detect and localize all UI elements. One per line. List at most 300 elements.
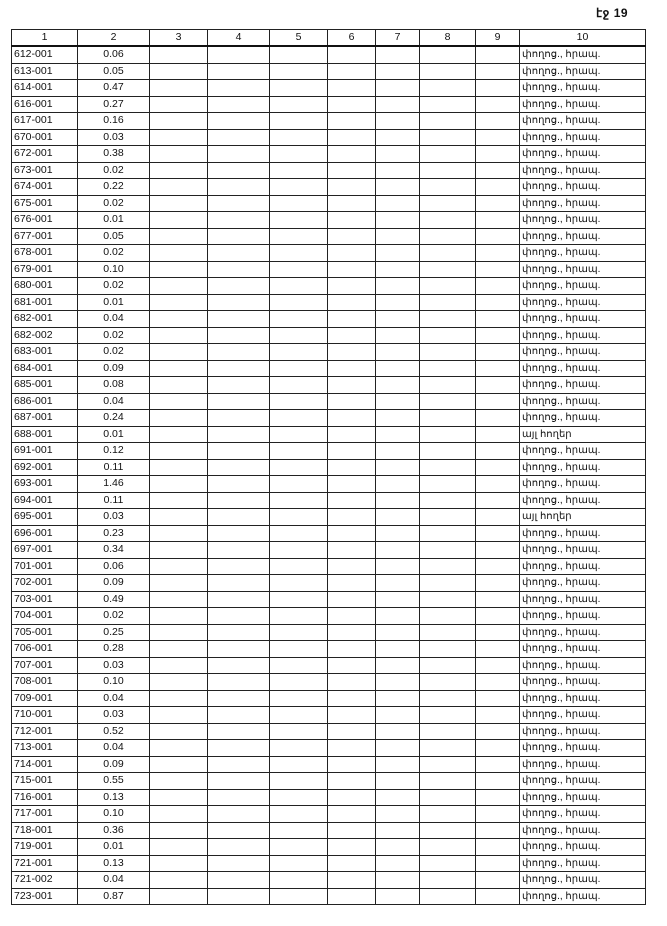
- table-row: [12, 410, 646, 427]
- land-use-cell: փողոց., հրապ.: [520, 525, 646, 542]
- empty-cell-col-5: [270, 393, 328, 410]
- table-row: [12, 278, 646, 295]
- empty-cell-col-9: [476, 476, 520, 493]
- empty-cell-col-5: [270, 740, 328, 757]
- parcel-code-cell: 683-001: [12, 344, 78, 361]
- column-header-9: 9: [476, 30, 520, 47]
- land-use-cell: փողոց., հրապ.: [520, 591, 646, 608]
- parcel-code-cell: 719-001: [12, 839, 78, 856]
- empty-cell-col-3: [150, 888, 208, 905]
- empty-cell-col-9: [476, 344, 520, 361]
- table-row: [12, 789, 646, 806]
- area-cell: 0.08: [78, 377, 150, 394]
- empty-cell-col-9: [476, 245, 520, 262]
- empty-cell-col-6: [328, 410, 376, 427]
- table-header: [12, 30, 646, 47]
- empty-cell-col-5: [270, 872, 328, 889]
- empty-cell-col-4: [208, 228, 270, 245]
- empty-cell-col-6: [328, 113, 376, 130]
- land-use-cell: փողոց., հրապ.: [520, 80, 646, 97]
- area-cell: 0.49: [78, 591, 150, 608]
- empty-cell-col-6: [328, 690, 376, 707]
- area-cell: 0.10: [78, 261, 150, 278]
- empty-cell-col-6: [328, 393, 376, 410]
- empty-cell-col-5: [270, 707, 328, 724]
- empty-cell-col-9: [476, 872, 520, 889]
- table-row: [12, 707, 646, 724]
- empty-cell-col-7: [376, 740, 420, 757]
- empty-cell-col-5: [270, 476, 328, 493]
- parcel-code-cell: 701-001: [12, 558, 78, 575]
- empty-cell-col-7: [376, 525, 420, 542]
- empty-cell-col-6: [328, 641, 376, 658]
- empty-cell-col-7: [376, 327, 420, 344]
- empty-cell-col-5: [270, 311, 328, 328]
- empty-cell-col-4: [208, 591, 270, 608]
- empty-cell-col-7: [376, 46, 420, 63]
- land-use-cell: փողոց., հրապ.: [520, 641, 646, 658]
- empty-cell-col-7: [376, 63, 420, 80]
- empty-cell-col-3: [150, 839, 208, 856]
- empty-cell-col-7: [376, 261, 420, 278]
- land-use-cell: փողոց., հրապ.: [520, 212, 646, 229]
- empty-cell-col-4: [208, 740, 270, 757]
- empty-cell-col-9: [476, 179, 520, 196]
- land-use-cell: փողոց., հրապ.: [520, 657, 646, 674]
- empty-cell-col-5: [270, 261, 328, 278]
- parcel-code-cell: 675-001: [12, 195, 78, 212]
- empty-cell-col-9: [476, 96, 520, 113]
- table-row: [12, 822, 646, 839]
- parcel-code-cell: 681-001: [12, 294, 78, 311]
- area-cell: 0.09: [78, 360, 150, 377]
- parcel-code-cell: 682-002: [12, 327, 78, 344]
- empty-cell-col-7: [376, 228, 420, 245]
- empty-cell-col-4: [208, 245, 270, 262]
- column-header-2: 2: [78, 30, 150, 47]
- empty-cell-col-4: [208, 509, 270, 526]
- parcel-code-cell: 696-001: [12, 525, 78, 542]
- empty-cell-col-4: [208, 707, 270, 724]
- empty-cell-col-6: [328, 839, 376, 856]
- empty-cell-col-5: [270, 195, 328, 212]
- empty-cell-col-9: [476, 294, 520, 311]
- empty-cell-col-9: [476, 855, 520, 872]
- empty-cell-col-7: [376, 624, 420, 641]
- empty-cell-col-8: [420, 146, 476, 163]
- land-use-cell: փողոց., հրապ.: [520, 806, 646, 823]
- empty-cell-col-5: [270, 690, 328, 707]
- parcel-code-cell: 721-002: [12, 872, 78, 889]
- empty-cell-col-6: [328, 558, 376, 575]
- table-row: [12, 162, 646, 179]
- empty-cell-col-7: [376, 872, 420, 889]
- area-cell: 0.10: [78, 674, 150, 691]
- empty-cell-col-3: [150, 707, 208, 724]
- empty-cell-col-7: [376, 393, 420, 410]
- land-use-cell: փողոց., հրապ.: [520, 327, 646, 344]
- table-row: [12, 393, 646, 410]
- empty-cell-col-6: [328, 212, 376, 229]
- table-row: [12, 294, 646, 311]
- area-cell: 0.02: [78, 162, 150, 179]
- empty-cell-col-8: [420, 888, 476, 905]
- land-use-cell: փողոց., հրապ.: [520, 674, 646, 691]
- area-cell: 0.27: [78, 96, 150, 113]
- empty-cell-col-3: [150, 327, 208, 344]
- empty-cell-col-8: [420, 872, 476, 889]
- table-row: [12, 80, 646, 97]
- parcel-code-cell: 692-001: [12, 459, 78, 476]
- empty-cell-col-9: [476, 377, 520, 394]
- land-use-cell: փողոց., հրապ.: [520, 839, 646, 856]
- land-use-cell: փողոց., հրապ.: [520, 393, 646, 410]
- land-register-table: [11, 29, 646, 905]
- empty-cell-col-7: [376, 690, 420, 707]
- table-row: [12, 740, 646, 757]
- table-row: [12, 113, 646, 130]
- parcel-code-cell: 678-001: [12, 245, 78, 262]
- area-cell: 0.06: [78, 46, 150, 63]
- empty-cell-col-5: [270, 575, 328, 592]
- parcel-code-cell: 688-001: [12, 426, 78, 443]
- table-row: [12, 377, 646, 394]
- land-use-cell: փողոց., հրապ.: [520, 707, 646, 724]
- empty-cell-col-3: [150, 426, 208, 443]
- empty-cell-col-7: [376, 575, 420, 592]
- empty-cell-col-9: [476, 789, 520, 806]
- empty-cell-col-9: [476, 459, 520, 476]
- empty-cell-col-4: [208, 756, 270, 773]
- table-row: [12, 839, 646, 856]
- empty-cell-col-8: [420, 608, 476, 625]
- area-cell: 0.01: [78, 212, 150, 229]
- empty-cell-col-3: [150, 96, 208, 113]
- empty-cell-col-5: [270, 228, 328, 245]
- parcel-code-cell: 702-001: [12, 575, 78, 592]
- empty-cell-col-4: [208, 806, 270, 823]
- empty-cell-col-6: [328, 773, 376, 790]
- empty-cell-col-8: [420, 245, 476, 262]
- empty-cell-col-9: [476, 575, 520, 592]
- empty-cell-col-9: [476, 46, 520, 63]
- land-use-cell: այլ հողեր: [520, 509, 646, 526]
- area-cell: 0.02: [78, 278, 150, 295]
- land-use-cell: փողոց., հրապ.: [520, 872, 646, 889]
- empty-cell-col-7: [376, 96, 420, 113]
- empty-cell-col-5: [270, 113, 328, 130]
- empty-cell-col-6: [328, 459, 376, 476]
- table-row: [12, 459, 646, 476]
- empty-cell-col-9: [476, 707, 520, 724]
- parcel-code-cell: 694-001: [12, 492, 78, 509]
- empty-cell-col-8: [420, 311, 476, 328]
- empty-cell-col-3: [150, 245, 208, 262]
- empty-cell-col-9: [476, 822, 520, 839]
- parcel-code-cell: 685-001: [12, 377, 78, 394]
- empty-cell-col-6: [328, 723, 376, 740]
- empty-cell-col-7: [376, 476, 420, 493]
- land-use-cell: փողոց., հրապ.: [520, 162, 646, 179]
- empty-cell-col-5: [270, 344, 328, 361]
- area-cell: 0.87: [78, 888, 150, 905]
- table-row: [12, 360, 646, 377]
- empty-cell-col-8: [420, 525, 476, 542]
- empty-cell-col-9: [476, 773, 520, 790]
- area-cell: 0.22: [78, 179, 150, 196]
- empty-cell-col-5: [270, 542, 328, 559]
- column-header-4: 4: [208, 30, 270, 47]
- parcel-code-cell: 707-001: [12, 657, 78, 674]
- land-use-cell: փողոց., հրապ.: [520, 624, 646, 641]
- parcel-code-cell: 612-001: [12, 46, 78, 63]
- empty-cell-col-6: [328, 509, 376, 526]
- empty-cell-col-8: [420, 261, 476, 278]
- empty-cell-col-4: [208, 344, 270, 361]
- empty-cell-col-3: [150, 542, 208, 559]
- empty-cell-col-6: [328, 261, 376, 278]
- empty-cell-col-4: [208, 443, 270, 460]
- table-row: [12, 46, 646, 63]
- parcel-code-cell: 684-001: [12, 360, 78, 377]
- empty-cell-col-9: [476, 608, 520, 625]
- empty-cell-col-9: [476, 327, 520, 344]
- empty-cell-col-6: [328, 377, 376, 394]
- area-cell: 0.04: [78, 872, 150, 889]
- empty-cell-col-5: [270, 773, 328, 790]
- area-cell: 0.04: [78, 311, 150, 328]
- empty-cell-col-6: [328, 179, 376, 196]
- empty-cell-col-5: [270, 624, 328, 641]
- table-row: [12, 443, 646, 460]
- table-row: [12, 195, 646, 212]
- parcel-code-cell: 697-001: [12, 542, 78, 559]
- area-cell: 0.38: [78, 146, 150, 163]
- empty-cell-col-8: [420, 740, 476, 757]
- land-use-cell: փողոց., հրապ.: [520, 888, 646, 905]
- table-row: [12, 855, 646, 872]
- table-row: [12, 657, 646, 674]
- land-use-cell: փողոց., հրապ.: [520, 756, 646, 773]
- empty-cell-col-6: [328, 46, 376, 63]
- empty-cell-col-8: [420, 690, 476, 707]
- empty-cell-col-6: [328, 426, 376, 443]
- empty-cell-col-4: [208, 657, 270, 674]
- empty-cell-col-7: [376, 80, 420, 97]
- table-row: [12, 641, 646, 658]
- empty-cell-col-5: [270, 162, 328, 179]
- empty-cell-col-8: [420, 624, 476, 641]
- empty-cell-col-9: [476, 657, 520, 674]
- empty-cell-col-3: [150, 129, 208, 146]
- empty-cell-col-5: [270, 641, 328, 658]
- parcel-code-cell: 672-001: [12, 146, 78, 163]
- area-cell: 0.11: [78, 492, 150, 509]
- empty-cell-col-7: [376, 344, 420, 361]
- empty-cell-col-4: [208, 773, 270, 790]
- parcel-code-cell: 714-001: [12, 756, 78, 773]
- table-row: [12, 509, 646, 526]
- empty-cell-col-6: [328, 542, 376, 559]
- empty-cell-col-3: [150, 146, 208, 163]
- empty-cell-col-9: [476, 723, 520, 740]
- land-use-cell: փողոց., հրապ.: [520, 261, 646, 278]
- land-use-cell: փողոց., հրապ.: [520, 377, 646, 394]
- empty-cell-col-3: [150, 344, 208, 361]
- empty-cell-col-6: [328, 311, 376, 328]
- parcel-code-cell: 679-001: [12, 261, 78, 278]
- parcel-code-cell: 715-001: [12, 773, 78, 790]
- land-use-cell: փողոց., հրապ.: [520, 789, 646, 806]
- table-row: [12, 492, 646, 509]
- empty-cell-col-9: [476, 311, 520, 328]
- empty-cell-col-6: [328, 525, 376, 542]
- land-use-cell: փողոց., հրապ.: [520, 855, 646, 872]
- area-cell: 0.47: [78, 80, 150, 97]
- empty-cell-col-8: [420, 96, 476, 113]
- parcel-code-cell: 717-001: [12, 806, 78, 823]
- parcel-code-cell: 687-001: [12, 410, 78, 427]
- empty-cell-col-3: [150, 476, 208, 493]
- empty-cell-col-4: [208, 839, 270, 856]
- page-number: էջ 19: [596, 6, 629, 20]
- empty-cell-col-3: [150, 195, 208, 212]
- empty-cell-col-6: [328, 327, 376, 344]
- empty-cell-col-4: [208, 129, 270, 146]
- empty-cell-col-7: [376, 839, 420, 856]
- empty-cell-col-4: [208, 294, 270, 311]
- land-use-cell: փողոց., հրապ.: [520, 96, 646, 113]
- empty-cell-col-8: [420, 129, 476, 146]
- empty-cell-col-5: [270, 245, 328, 262]
- table-row: [12, 228, 646, 245]
- table-row: [12, 773, 646, 790]
- parcel-code-cell: 721-001: [12, 855, 78, 872]
- empty-cell-col-9: [476, 162, 520, 179]
- area-cell: 0.04: [78, 740, 150, 757]
- empty-cell-col-5: [270, 492, 328, 509]
- land-use-cell: փողոց., հրապ.: [520, 129, 646, 146]
- empty-cell-col-5: [270, 822, 328, 839]
- empty-cell-col-5: [270, 756, 328, 773]
- empty-cell-col-6: [328, 146, 376, 163]
- land-use-cell: փողոց., հրապ.: [520, 773, 646, 790]
- area-cell: 0.05: [78, 63, 150, 80]
- empty-cell-col-4: [208, 459, 270, 476]
- area-cell: 0.25: [78, 624, 150, 641]
- table-row: [12, 63, 646, 80]
- empty-cell-col-4: [208, 888, 270, 905]
- empty-cell-col-9: [476, 674, 520, 691]
- area-cell: 0.13: [78, 855, 150, 872]
- empty-cell-col-7: [376, 888, 420, 905]
- empty-cell-col-5: [270, 146, 328, 163]
- empty-cell-col-3: [150, 723, 208, 740]
- empty-cell-col-6: [328, 294, 376, 311]
- empty-cell-col-5: [270, 888, 328, 905]
- area-cell: 0.01: [78, 839, 150, 856]
- empty-cell-col-9: [476, 888, 520, 905]
- empty-cell-col-7: [376, 723, 420, 740]
- empty-cell-col-8: [420, 492, 476, 509]
- land-use-cell: փողոց., հրապ.: [520, 344, 646, 361]
- empty-cell-col-8: [420, 344, 476, 361]
- empty-cell-col-4: [208, 360, 270, 377]
- land-use-cell: փողոց., հրապ.: [520, 179, 646, 196]
- land-use-cell: փողոց., հրապ.: [520, 146, 646, 163]
- table-row: [12, 426, 646, 443]
- empty-cell-col-9: [476, 129, 520, 146]
- land-use-cell: փողոց., հրապ.: [520, 459, 646, 476]
- empty-cell-col-7: [376, 377, 420, 394]
- area-cell: 0.28: [78, 641, 150, 658]
- empty-cell-col-7: [376, 360, 420, 377]
- empty-cell-col-4: [208, 179, 270, 196]
- empty-cell-col-9: [476, 360, 520, 377]
- empty-cell-col-3: [150, 459, 208, 476]
- empty-cell-col-5: [270, 327, 328, 344]
- land-use-cell: փողոց., հրապ.: [520, 558, 646, 575]
- empty-cell-col-8: [420, 459, 476, 476]
- column-header-1: 1: [12, 30, 78, 47]
- empty-cell-col-9: [476, 261, 520, 278]
- empty-cell-col-5: [270, 558, 328, 575]
- area-cell: 0.09: [78, 756, 150, 773]
- empty-cell-col-8: [420, 228, 476, 245]
- parcel-code-cell: 718-001: [12, 822, 78, 839]
- empty-cell-col-5: [270, 806, 328, 823]
- empty-cell-col-3: [150, 360, 208, 377]
- empty-cell-col-4: [208, 278, 270, 295]
- empty-cell-col-4: [208, 146, 270, 163]
- empty-cell-col-3: [150, 773, 208, 790]
- empty-cell-col-8: [420, 822, 476, 839]
- land-use-cell: փողոց., հրապ.: [520, 443, 646, 460]
- empty-cell-col-3: [150, 294, 208, 311]
- land-use-cell: փողոց., հրապ.: [520, 542, 646, 559]
- table-row: [12, 542, 646, 559]
- area-cell: 0.05: [78, 228, 150, 245]
- empty-cell-col-6: [328, 492, 376, 509]
- empty-cell-col-9: [476, 492, 520, 509]
- area-cell: 0.10: [78, 806, 150, 823]
- empty-cell-col-7: [376, 608, 420, 625]
- empty-cell-col-8: [420, 509, 476, 526]
- table-row: [12, 146, 646, 163]
- empty-cell-col-5: [270, 212, 328, 229]
- land-use-cell: փողոց., հրապ.: [520, 690, 646, 707]
- empty-cell-col-3: [150, 46, 208, 63]
- empty-cell-col-8: [420, 839, 476, 856]
- empty-cell-col-5: [270, 509, 328, 526]
- empty-cell-col-9: [476, 839, 520, 856]
- parcel-code-cell: 709-001: [12, 690, 78, 707]
- empty-cell-col-5: [270, 525, 328, 542]
- table-row: [12, 476, 646, 493]
- empty-cell-col-4: [208, 327, 270, 344]
- parcel-code-cell: 677-001: [12, 228, 78, 245]
- empty-cell-col-9: [476, 740, 520, 757]
- empty-cell-col-3: [150, 410, 208, 427]
- empty-cell-col-8: [420, 195, 476, 212]
- empty-cell-col-9: [476, 146, 520, 163]
- land-use-cell: փողոց., հրապ.: [520, 294, 646, 311]
- column-header-8: 8: [420, 30, 476, 47]
- empty-cell-col-3: [150, 113, 208, 130]
- empty-cell-col-6: [328, 360, 376, 377]
- empty-cell-col-3: [150, 740, 208, 757]
- table-row: [12, 888, 646, 905]
